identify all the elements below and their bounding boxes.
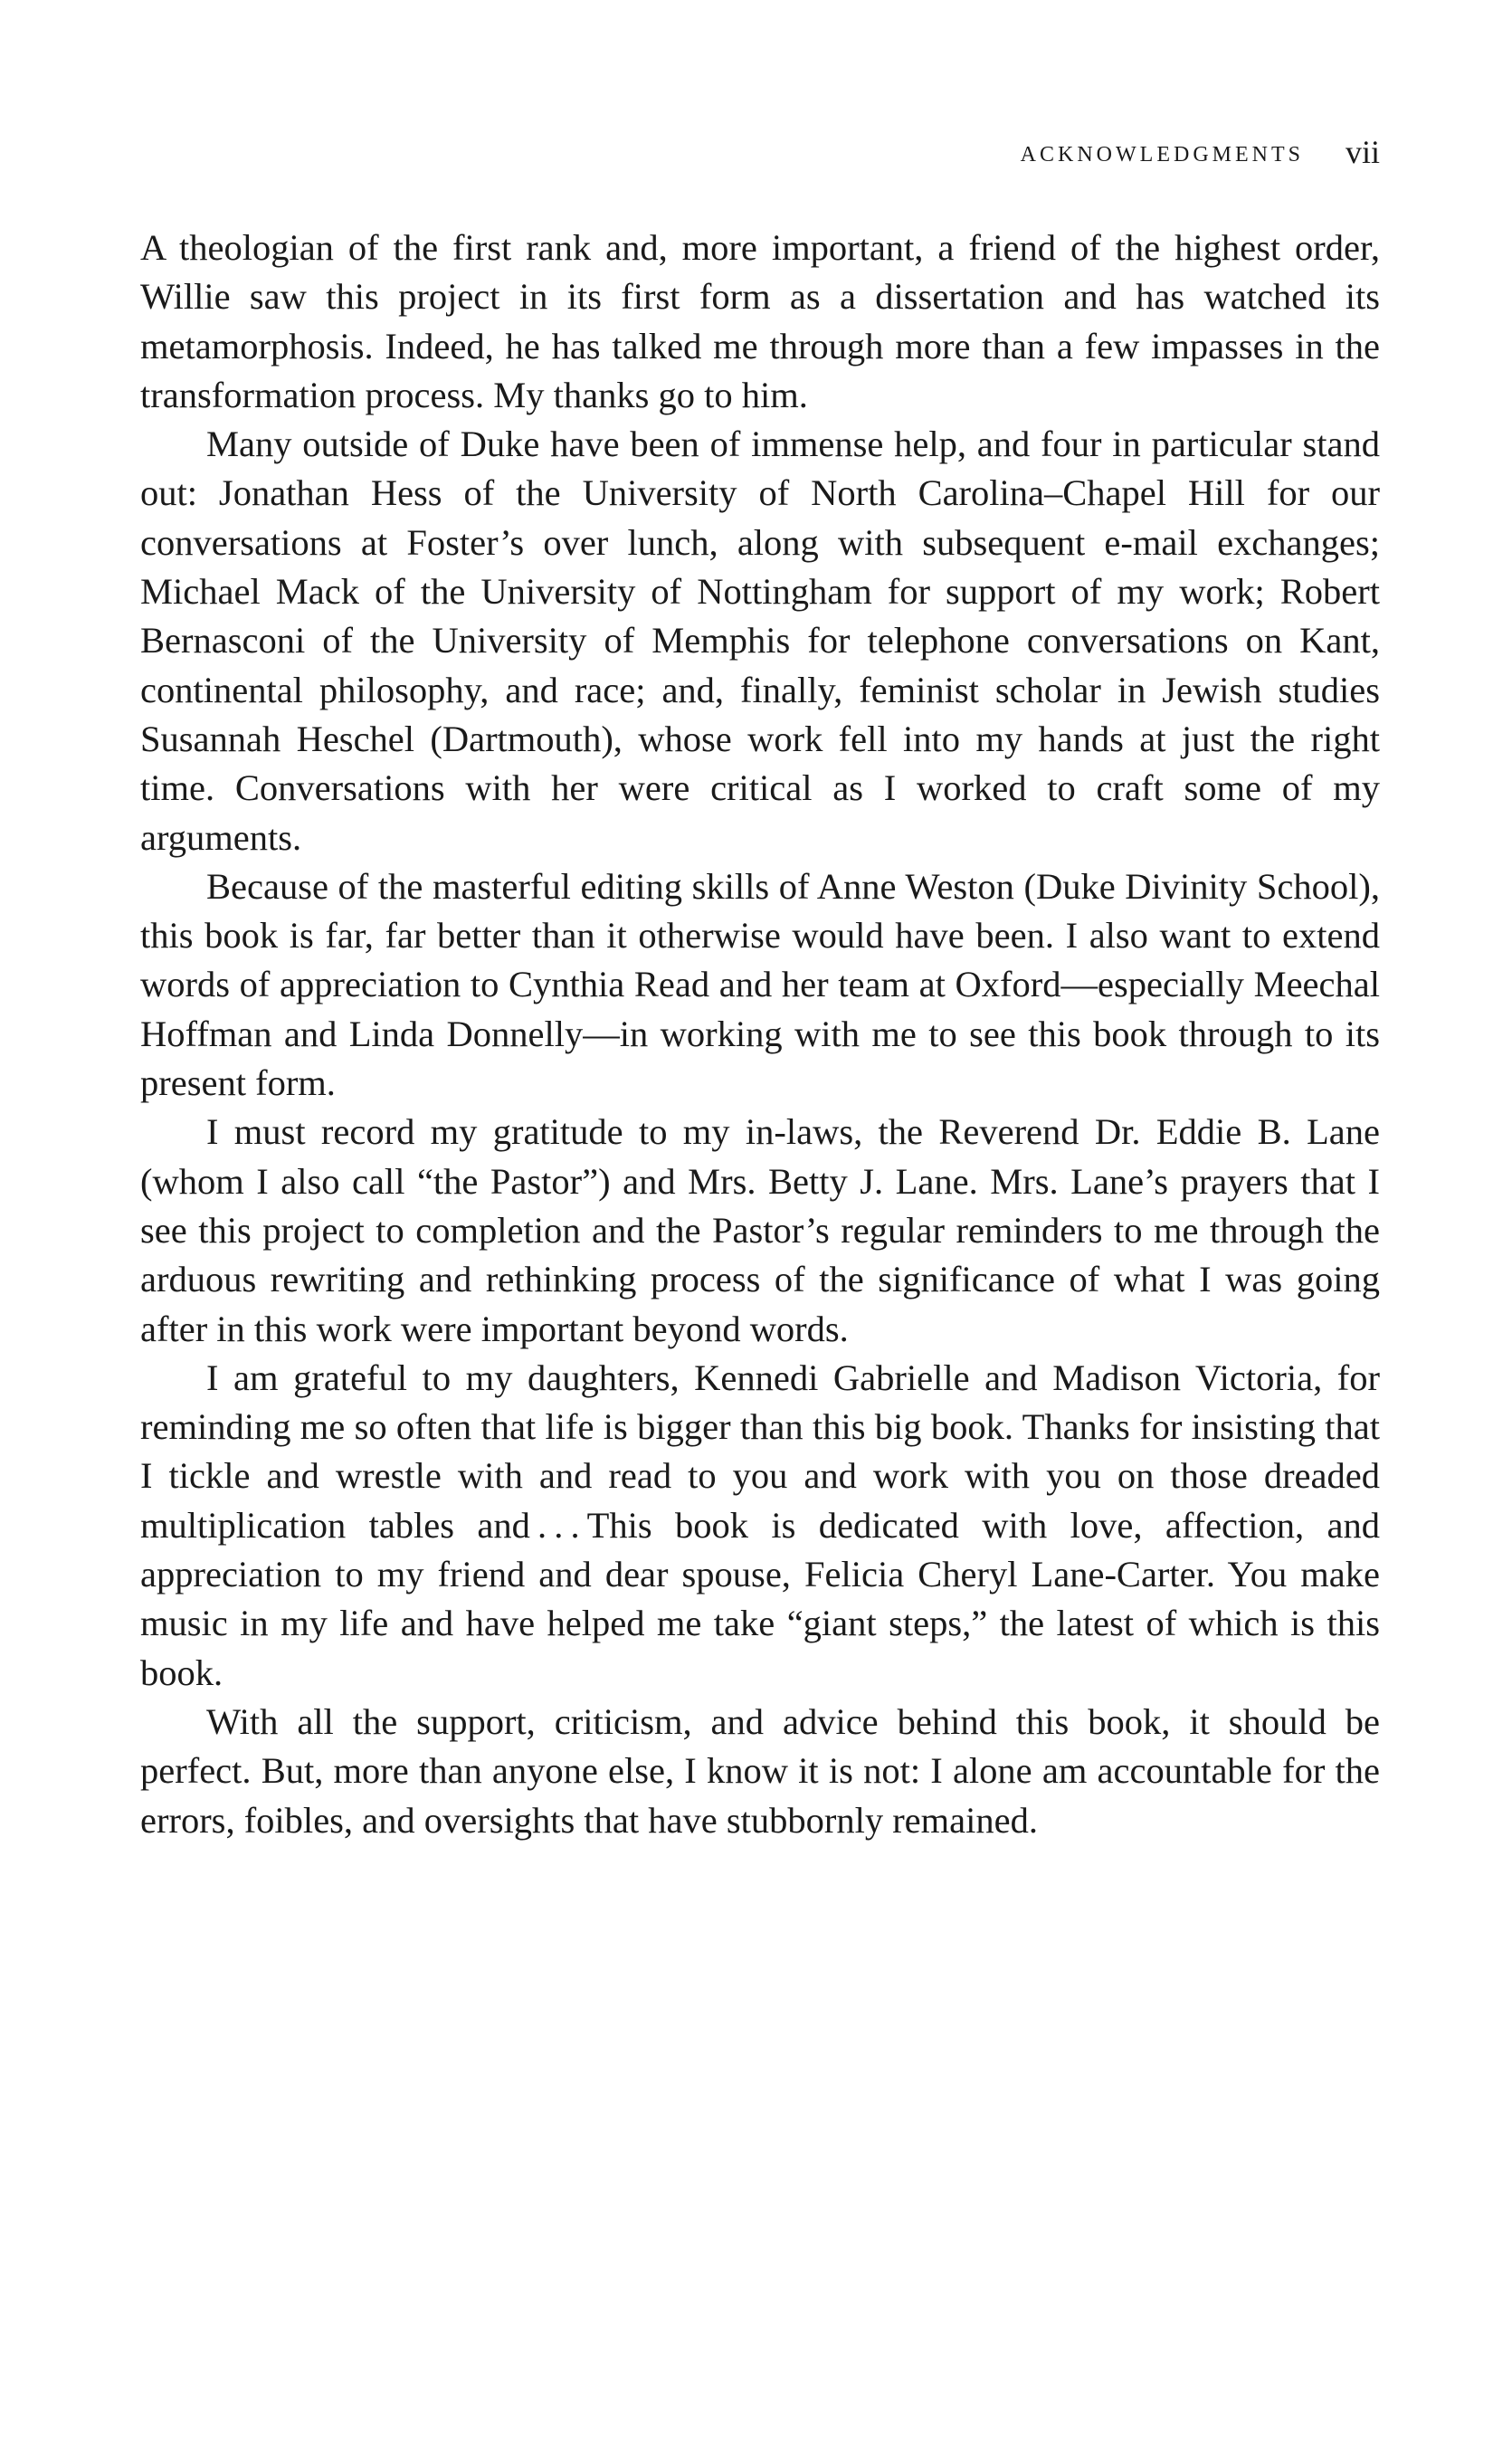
paragraph-outside-duke: Many outside of Duke have been of immense help, and four in particular stand out: Jonathan Hess of the University of North Carolina–Chapel Hill for our conversations at Foster’s over lunch, along with subsequent e-mail exchanges; Michael Mack of the University of Nottingham for support of my work; Robert Bernasconi of the University of Memphis for telephone conversations on Kant, continental philosophy, and race; and, finally, feminist scholar in Jewish studies Susannah Heschel (Dartmouth), whose work fell into my hands at just the right time. Conversations with her were critical as I worked to craft some of my arguments. xyxy=(140,424,1380,858)
paragraph-closing: With all the support, criticism, and advice behind this book, it should be perfect. But, more than anyone else, I know it is not: I alone am accountable for the errors, foibles, and oversights that have stubbornly remained. xyxy=(140,1700,1380,1841)
running-title: ACKNOWLEDGMENTS xyxy=(1020,143,1304,167)
paragraph-editing: Because of the masterful editing skills of Anne Weston (Duke Divinity School), this book is far, far better than it otherwise would have been. I also want to extend words of appreciation to Cynthia Read and her team at Oxford—especially Meechal Hoffman and Linda Donnelly—in working with me to see this book through to its present form. xyxy=(140,865,1380,1104)
page-number: vii xyxy=(1345,134,1380,170)
paragraph-willie: A theologian of the first rank and, more important, a friend of the highest order, Willie saw this project in its first form as a dissertation and has watched its metamorphosis. Indeed, he has talked me through more than a few impasses in the transformation process. My thanks go to him. xyxy=(140,227,1380,415)
paragraph-in-laws: I must record my gratitude to my in-laws, the Reverend Dr. Eddie B. Lane (whom I also call “the Pastor”) and Mrs. Betty J. Lane. Mrs. Lane’s prayers that I see this project to completion and the Pastor’s regular reminders to me through the arduous rewriting and rethinking process of the significance of what I was going after in this work were important beyond words. xyxy=(140,1111,1380,1349)
running-head xyxy=(140,136,1380,168)
paragraph-daughters: I am grateful to my daughters, Kennedi Gabrielle and Madison Victoria, for reminding me so often that life is bigger than this big book. Thanks for insisting that I tickle and wrestle with and read to you and work with you on those dreaded multiplication tables and . . . This book is dedicated with love, affection, and appreciation to my friend and dear spouse, Felicia Cheryl Lane-Carter. You make music in my life and have helped me take “giant steps,” the latest of which is this book. xyxy=(140,1357,1380,1693)
acknowledgments-text xyxy=(140,224,1380,1845)
